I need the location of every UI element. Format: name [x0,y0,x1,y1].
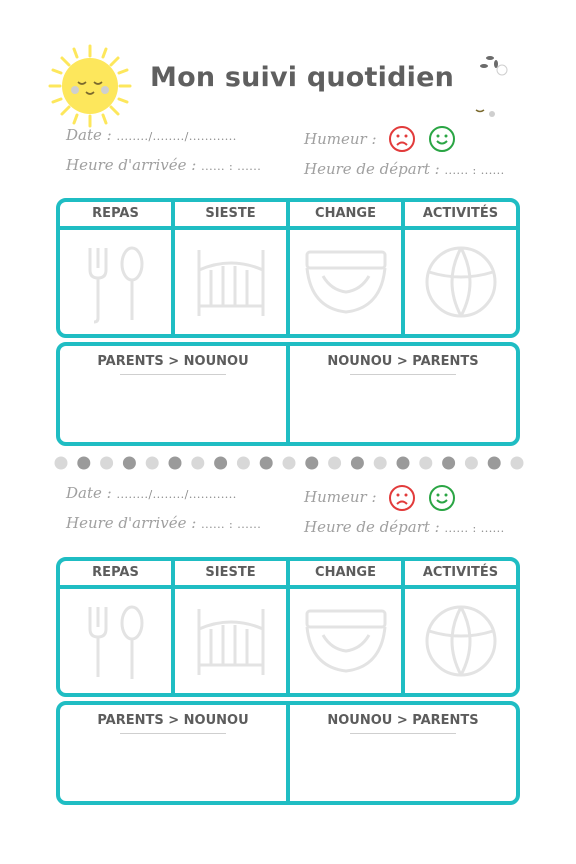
separator-dot [374,457,387,470]
header-sieste: SIESTE [171,561,286,585]
ball-icon [421,240,501,324]
cell-repas[interactable] [60,589,171,693]
departure-line: Heure de départ : ...... : ...... [304,518,505,536]
underline [350,374,456,375]
cell-activites[interactable] [401,589,516,693]
separator-dot [55,457,68,470]
sun-icon [48,44,132,128]
separator-dot [237,457,250,470]
diaper-icon [301,240,391,324]
note-label: PARENTS > NOUNOU [97,354,249,369]
separator-dot [283,457,296,470]
cell-change[interactable] [286,589,401,693]
ball-icon [421,599,501,683]
sad-face-icon[interactable] [388,484,416,512]
separator-dot [465,457,478,470]
cell-sieste[interactable] [171,230,286,334]
cell-repas[interactable] [60,230,171,334]
separator-dot [214,457,227,470]
separator-dot [442,457,455,470]
underline [350,733,456,734]
fork-spoon-icon [76,240,156,324]
separator-dot [488,457,501,470]
fork-spoon-icon [76,599,156,683]
header-change: CHANGE [286,561,401,585]
header-change: CHANGE [286,202,401,226]
cell-sieste[interactable] [171,589,286,693]
separator-dot [511,457,524,470]
separator-dot [169,457,182,470]
mood-label: Humeur : [304,488,377,506]
note-nounou-parents[interactable] [286,705,516,801]
separator-dot [328,457,341,470]
crib-icon [191,599,271,683]
activity-grid [56,198,520,338]
arrival-line: Heure d'arrivée : ...... : ...... [66,156,262,174]
separator-dot [100,457,113,470]
sad-face-icon[interactable] [388,125,416,153]
separator-dot [305,457,318,470]
page-title: Mon suivi quotidien [150,62,455,93]
note-nounou-parents[interactable] [286,346,516,442]
moon-icon [448,50,524,126]
header-activites: ACTIVITÉS [401,561,516,585]
arrival-line: Heure d'arrivée : ...... : ...... [66,514,262,532]
separator-dot [419,457,432,470]
header-repas: REPAS [92,206,139,221]
header-activites: ACTIVITÉS [401,202,516,226]
separator-dot [397,457,410,470]
diaper-icon [301,599,391,683]
underline [120,374,226,375]
note-label: NOUNOU > PARENTS [327,713,479,728]
header-sieste: SIESTE [171,202,286,226]
note-parents-nounou[interactable] [60,346,286,442]
cell-change[interactable] [286,230,401,334]
date-line: Date : ......../......../............ [66,126,237,144]
separator-dot [146,457,159,470]
note-label: NOUNOU > PARENTS [327,354,479,369]
happy-face-icon[interactable] [428,484,456,512]
dot-separator [54,456,524,470]
header-repas: REPAS [92,565,139,580]
underline [120,733,226,734]
separator-dot [351,457,364,470]
separator-dot [77,457,90,470]
note-label: PARENTS > NOUNOU [97,713,249,728]
mood-label: Humeur : [304,130,377,148]
separator-dot [191,457,204,470]
activity-grid [56,557,520,697]
crib-icon [191,240,271,324]
notes-box [56,701,520,805]
note-parents-nounou[interactable] [60,705,286,801]
separator-dot [123,457,136,470]
separator-dot [260,457,273,470]
notes-box [56,342,520,446]
date-line: Date : ......../......../............ [66,484,237,502]
happy-face-icon[interactable] [428,125,456,153]
cell-activites[interactable] [401,230,516,334]
departure-line: Heure de départ : ...... : ...... [304,160,505,178]
